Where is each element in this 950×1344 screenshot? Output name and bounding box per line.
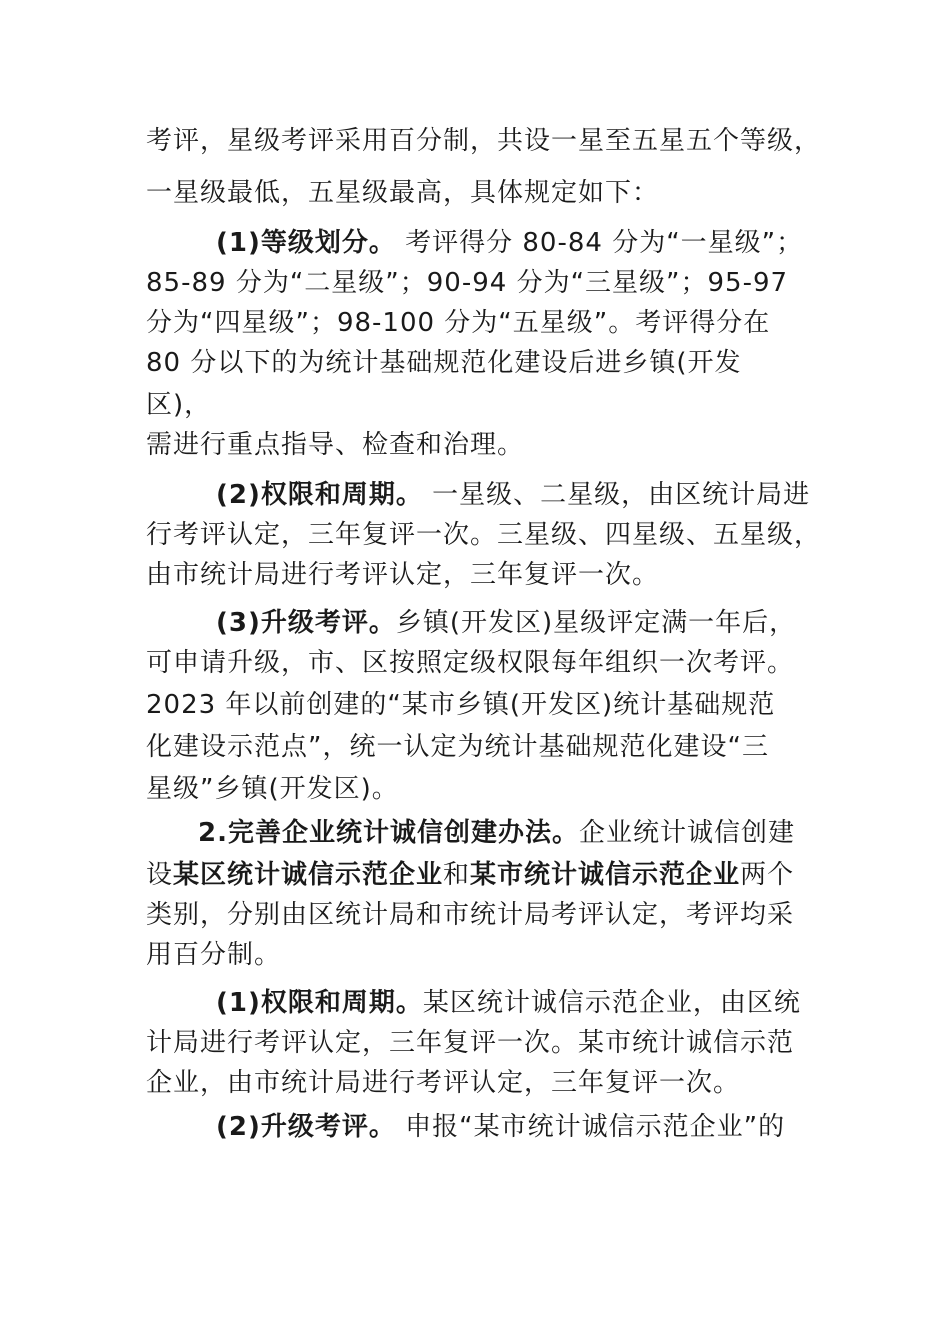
paragraph-text: 申报“某市统计诚信示范企业”的 [395, 1112, 786, 1142]
subheading: (3)升级考评。 [216, 608, 396, 638]
paragraph-text: 和 [443, 860, 471, 890]
emphasis-text: 某区统计诚信示范企业 [173, 860, 444, 890]
subheading: (2)权限和周期。 [216, 480, 423, 510]
paragraph-line: 80 分以下的为统计基础规范化建设后进乡镇(开发 [146, 348, 742, 378]
paragraph-text: 企业统计诚信创建 [578, 818, 795, 848]
paragraph-line: 类别，分别由区统计局和市统计局考评认定，考评均采 [146, 900, 795, 930]
paragraph-line [216, 1110, 785, 1144]
paragraph-text: 一星级、二星级，由区统计局进 [422, 480, 811, 510]
paragraph-line: 一星级最低，五星级最高，具体规定如下： [146, 178, 660, 208]
section-heading: 2.完善企业统计诚信创建办法。 [198, 818, 579, 848]
paragraph-line: 计局进行考评认定，三年复评一次。某市统计诚信示范 [146, 1028, 795, 1058]
paragraph-line: 85-89 分为“二星级”；90-94 分为“三星级”；95-97 [146, 268, 789, 298]
paragraph-line: 行考评认定，三年复评一次。三星级、四星级、五星级， [146, 520, 822, 550]
paragraph-line [198, 816, 795, 850]
paragraph-line [146, 858, 794, 892]
paragraph-line: 区)， [146, 390, 212, 420]
paragraph-line: 化建设示范点”，统一认定为统计基础规范化建设“三 [146, 732, 769, 762]
paragraph-line: 用百分制。 [146, 940, 282, 970]
paragraph-line: 分为“四星级”；98-100 分为“五星级”。考评得分在 [146, 308, 771, 338]
paragraph-line [216, 606, 796, 640]
paragraph-line: 星级”乡镇(开发区)。 [146, 774, 399, 804]
paragraph-line: 企业，由市统计局进行考评认定，三年复评一次。 [146, 1068, 741, 1098]
subheading: (2)升级考评。 [216, 1112, 396, 1142]
paragraph-line: 2023 年以前创建的“某市乡镇(开发区)统计基础规范 [146, 690, 776, 720]
paragraph-line: 需进行重点指导、检查和治理。 [146, 430, 525, 460]
paragraph-line: 考评，星级考评采用百分制，共设一星至五星五个等级， [146, 126, 822, 156]
paragraph-line [216, 986, 801, 1020]
paragraph-line [216, 226, 803, 260]
paragraph-line: 可申请升级，市、区按照定级权限每年组织一次考评。 [146, 648, 795, 678]
paragraph-line [216, 478, 810, 512]
paragraph-text: 乡镇(开发区)星级评定满一年后， [395, 608, 797, 638]
subheading: (1)等级划分。 [216, 228, 396, 258]
paragraph-text: 设 [146, 860, 174, 890]
paragraph-text: 某区统计诚信示范企业，由区统 [422, 988, 801, 1018]
paragraph-line: 由市统计局进行考评认定，三年复评一次。 [146, 560, 660, 590]
subheading: (1)权限和周期。 [216, 988, 423, 1018]
paragraph-text: 两个 [740, 860, 795, 890]
emphasis-text: 某市统计诚信示范企业 [470, 860, 741, 890]
paragraph-text: 考评得分 80-84 分为“一星级”； [395, 228, 804, 258]
